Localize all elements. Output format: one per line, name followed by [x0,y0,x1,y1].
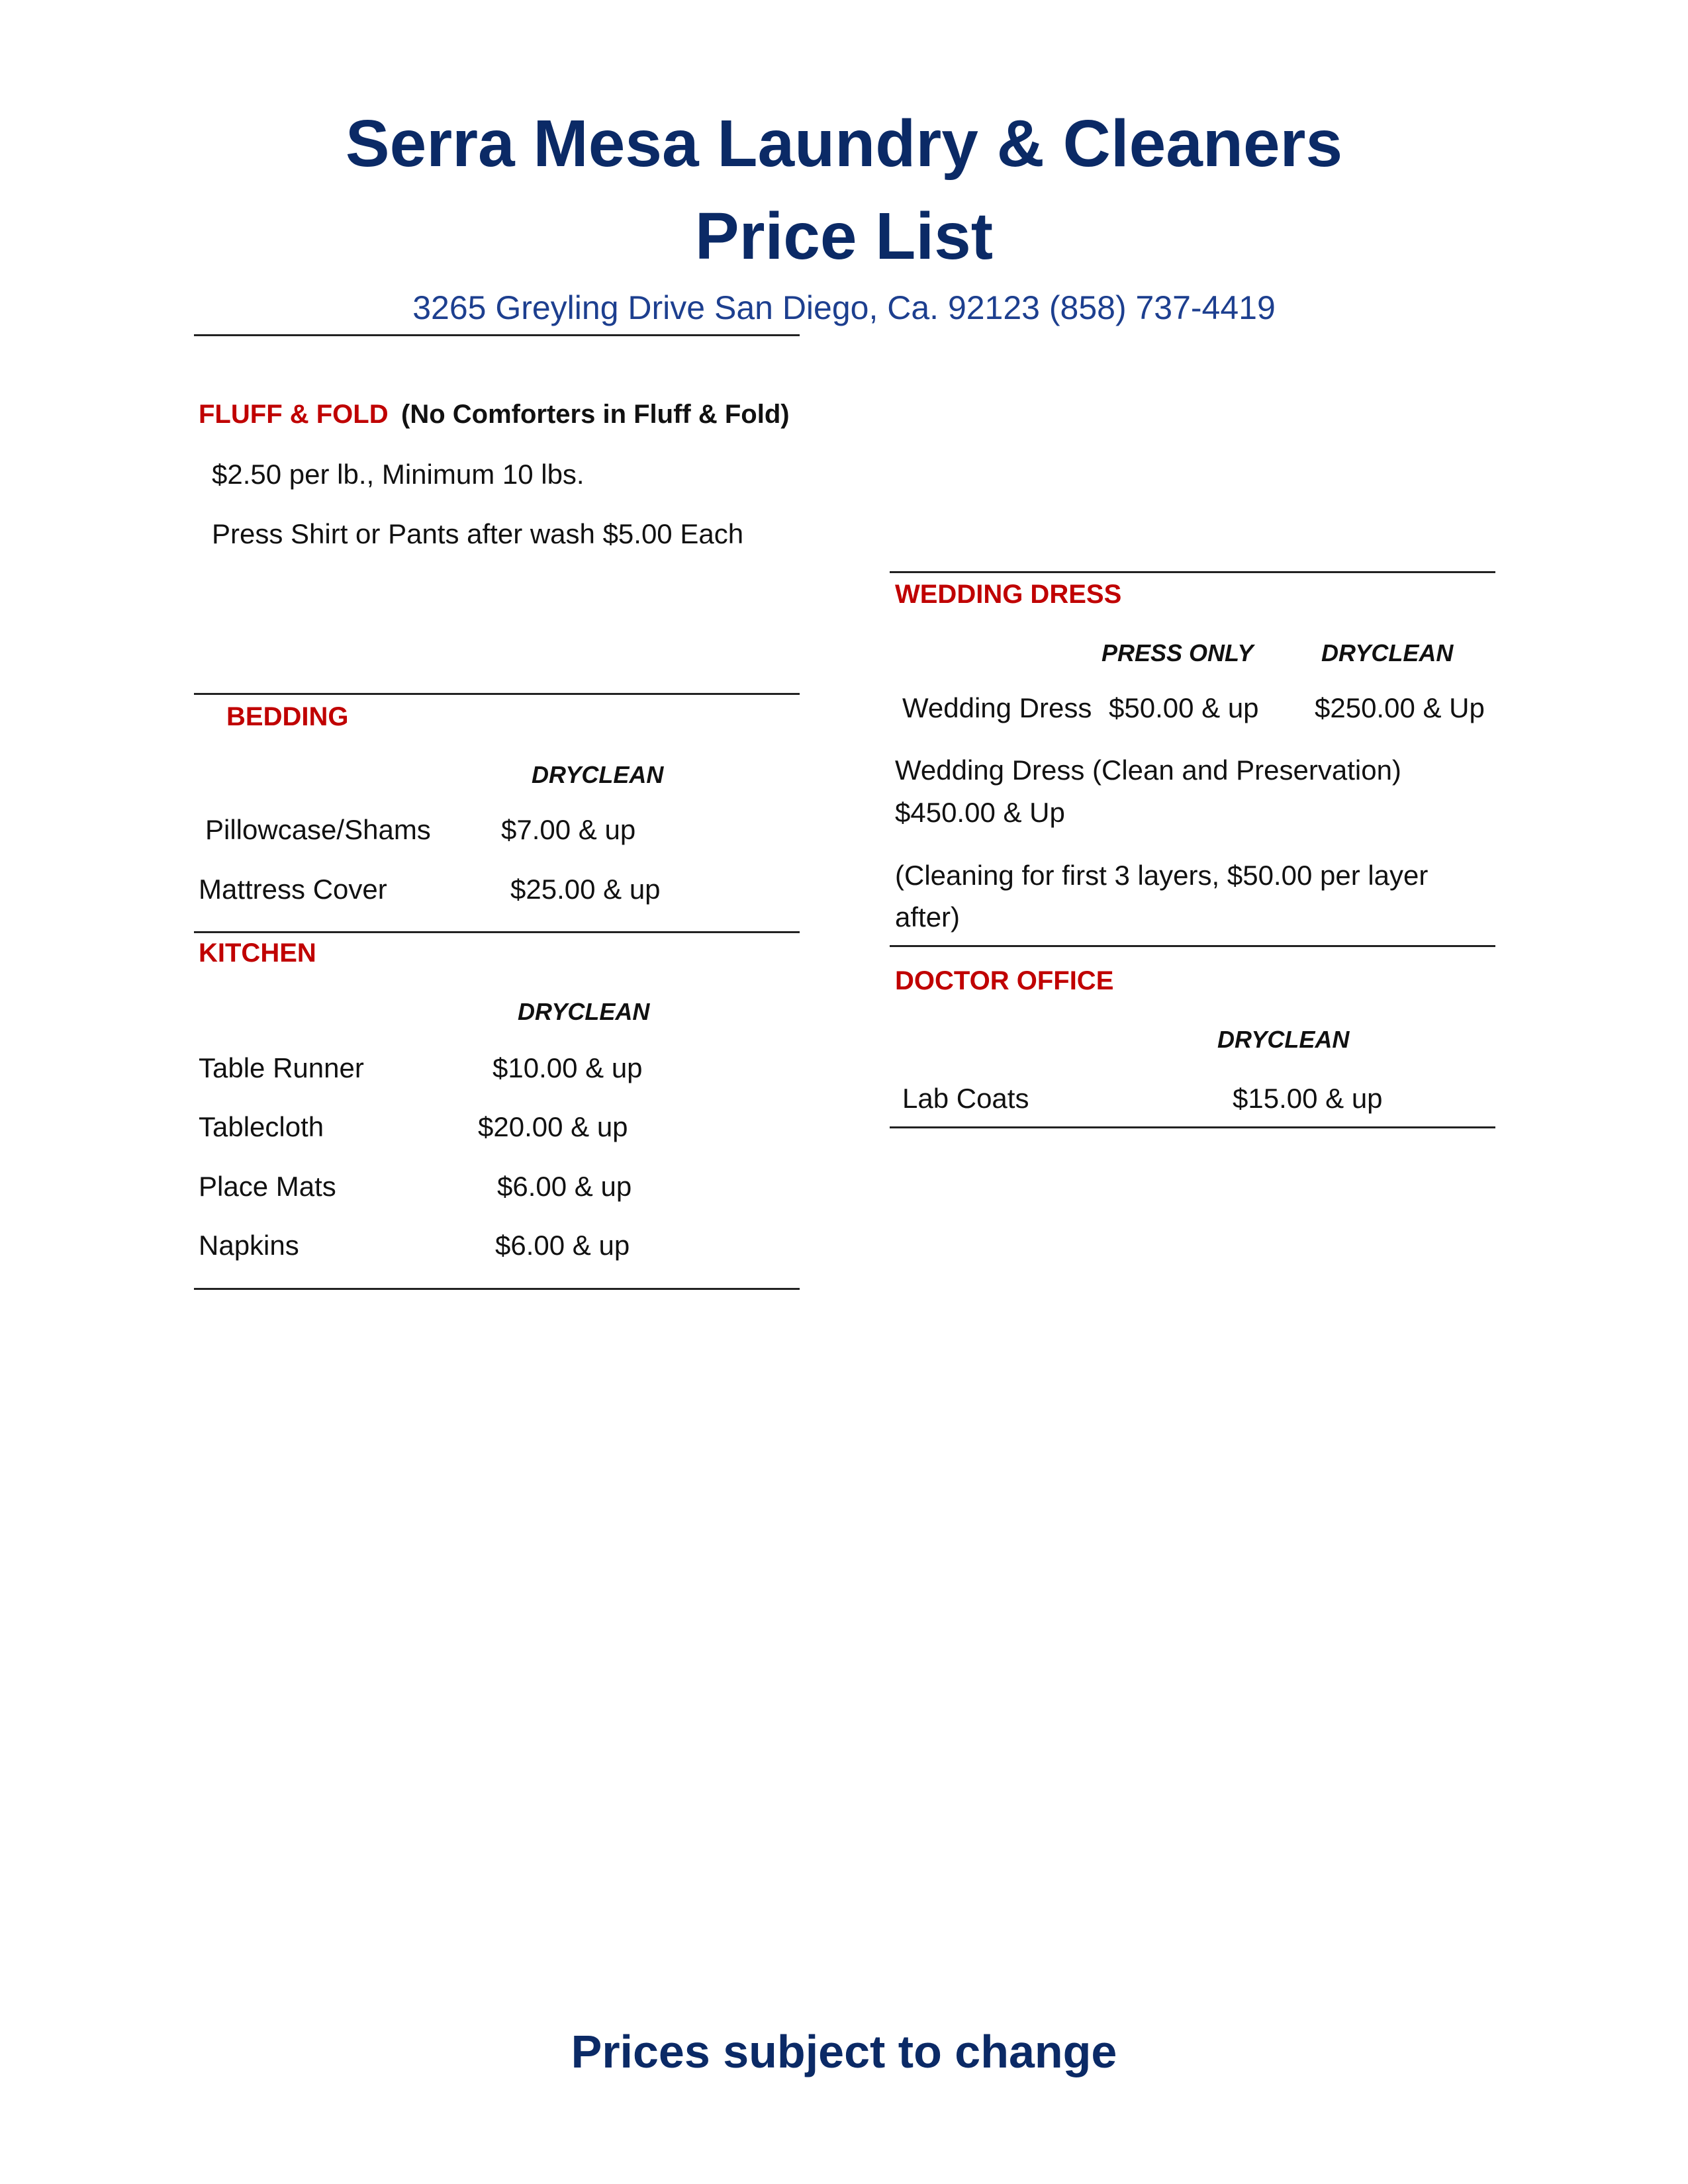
item-name: Wedding Dress [902,692,1092,723]
doctor-office-dryclean-header: DRYCLEAN [1217,1026,1350,1053]
item-name: Table Runner [199,1052,364,1083]
wedding-dryclean-header: DRYCLEAN [1321,639,1454,666]
layers-note-cont: after) [895,901,961,933]
bedding-dryclean-header: DRYCLEAN [532,761,664,788]
item-price: $6.00 & up [497,1171,632,1202]
page-subtitle: Price List [694,199,994,273]
dryclean-price: $250.00 & Up [1315,692,1485,723]
shop-address: 3265 Greyling Drive San Diego, Ca. 92123 (858) 737-4419 [412,289,1276,326]
doctor-office-bottom-divider [890,1126,1495,1128]
wedding-press-only-header: PRESS ONLY [1102,639,1254,666]
kitchen-heading: KITCHEN [199,938,316,968]
kitchen-divider [194,931,800,933]
fluff-fold-rate: $2.50 per lb., Minimum 10 lbs. [212,459,585,490]
wedding-dress-heading: WEDDING DRESS [895,580,1122,609]
kitchen-bottom-divider [194,1288,800,1290]
layers-note: (Cleaning for first 3 layers, $50.00 per layer [895,860,1429,891]
header-divider [194,334,800,336]
press-price: $50.00 & up [1109,692,1259,723]
item-name: Tablecloth [199,1111,324,1142]
bedding-heading: BEDDING [226,702,349,731]
item-name: Napkins [199,1230,299,1261]
page-title: Serra Mesa Laundry & Cleaners [345,107,1343,181]
item-price: $15.00 & up [1233,1083,1383,1114]
item-price: $7.00 & up [501,814,636,845]
item-name: Lab Coats [902,1083,1029,1114]
item-name: Place Mats [199,1171,336,1202]
footer-disclaimer: Prices subject to change [571,2026,1117,2077]
fluff-fold-heading: FLUFF & FOLD [199,400,389,429]
item-price: $6.00 & up [495,1230,630,1261]
fluff-fold-note: (No Comforters in Fluff & Fold) [401,400,790,429]
item-price: $10.00 & up [492,1052,643,1083]
bedding-divider [194,693,800,695]
doctor-office-divider [890,945,1495,947]
item-price: $25.00 & up [510,874,661,905]
wedding-divider [890,571,1495,573]
item-price: $20.00 & up [478,1111,628,1142]
preservation-price: $450.00 & Up [895,797,1065,828]
item-name: Mattress Cover [199,874,387,905]
kitchen-dryclean-header: DRYCLEAN [518,998,650,1025]
doctor-office-heading: DOCTOR OFFICE [895,966,1114,995]
item-name: Pillowcase/Shams [205,814,431,845]
preservation-line: Wedding Dress (Clean and Preservation) [895,754,1401,786]
fluff-fold-press: Press Shirt or Pants after wash $5.00 Each [212,518,744,549]
